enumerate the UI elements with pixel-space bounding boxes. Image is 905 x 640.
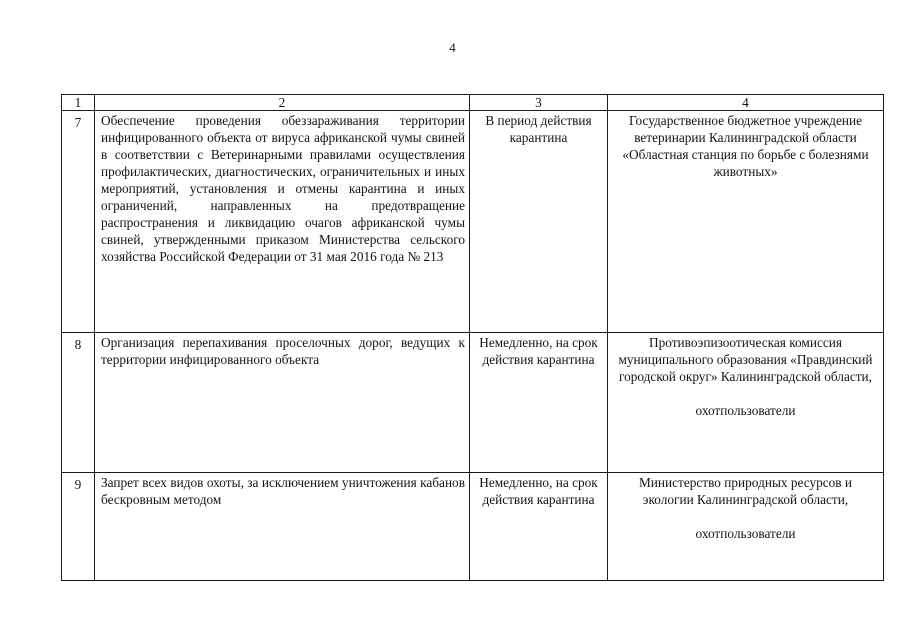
table-row — [62, 333, 884, 473]
table-row — [62, 473, 884, 581]
responsible-line: охотпользователи — [695, 526, 796, 541]
header-col-2: 2 — [95, 95, 470, 111]
row-responsible — [608, 473, 884, 581]
page-number: 4 — [449, 40, 456, 55]
row-number: 8 — [62, 333, 95, 473]
row-term: Немедленно, на срок действия карантина — [470, 333, 608, 473]
row-description: Запрет всех видов охоты, за исключением уничтожения кабанов бескровным методом — [95, 473, 470, 581]
responsible-line: Министерство природных ресурсов и экологии Калининградской области, — [638, 475, 853, 507]
header-col-4: 4 — [608, 95, 884, 111]
responsible-line: охотпользователи — [695, 403, 796, 418]
measures-table — [61, 94, 884, 581]
row-number: 7 — [62, 111, 95, 333]
header-col-3: 3 — [470, 95, 608, 111]
header-col-1: 1 — [62, 95, 95, 111]
row-responsible — [608, 333, 884, 473]
row-responsible — [608, 111, 884, 333]
row-term: В период действия карантина — [470, 111, 608, 333]
table-row — [62, 111, 884, 333]
row-description: Организация перепахивания проселочных дорог, ведущих к территории инфицированного объекта — [95, 333, 470, 473]
row-number: 9 — [62, 473, 95, 581]
responsible-line: Противоэпизоотическая комиссия муниципального образования «Правдинский городской округ» Калининградской области, — [618, 335, 873, 384]
row-description: Обеспечение проведения обеззараживания территории инфицированного объекта от вируса африканской чумы свиней в соответствии с Ветеринарными правилами осуществления профилактических, диагностических, ограничительных и иных мероприятий, установления и отмены карантина и иных ограничений, направленных на предотвращение распространения и ликвидацию очагов африканской чумы свиней, утвержденными приказом Министерства сельского хозяйства Российской Федерации от 31 мая 2016 года № 213 — [95, 111, 470, 333]
table-header-row — [62, 95, 884, 111]
line-spacer — [612, 508, 879, 525]
responsible-line: Государственное бюджетное учреждение ветеринарии Калининградской области «Областная станция по борьбе с болезнями животных» — [622, 113, 869, 179]
line-spacer — [612, 385, 879, 402]
row-term: Немедленно, на срок действия карантина — [470, 473, 608, 581]
